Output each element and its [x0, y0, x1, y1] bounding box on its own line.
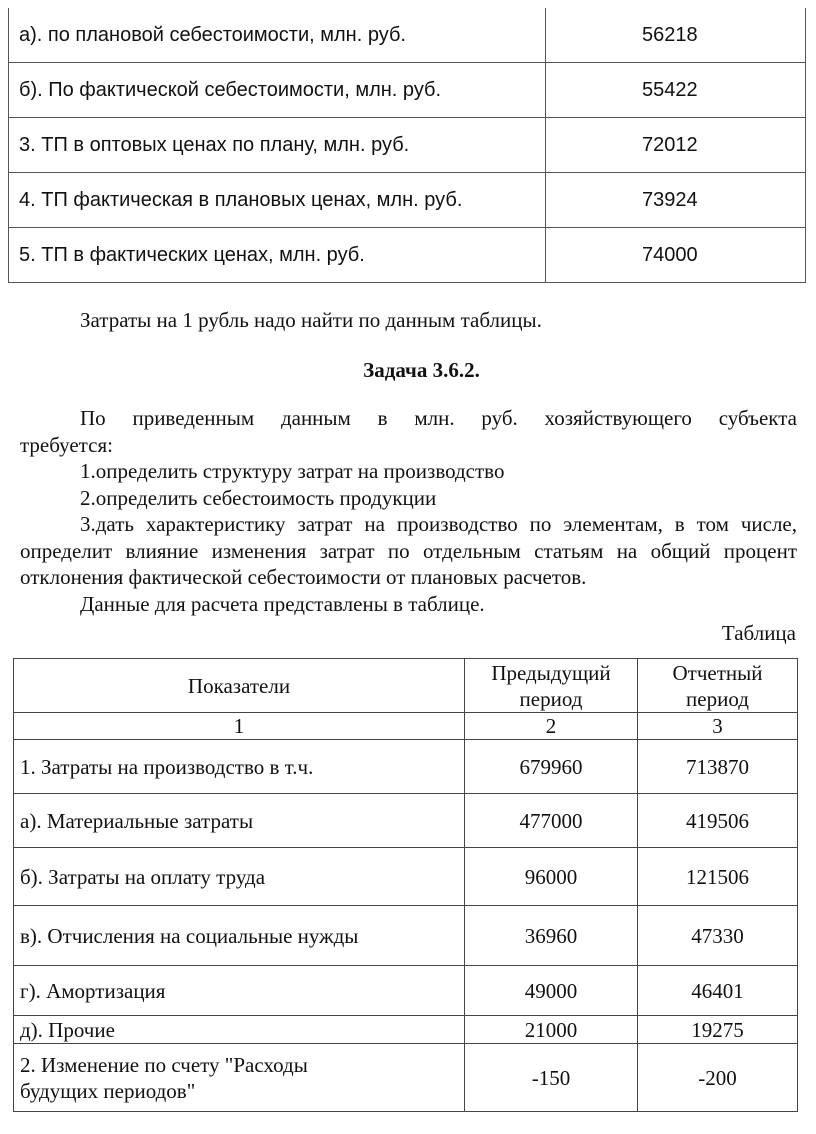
table-row — [14, 1016, 798, 1044]
row-value: 56218 — [546, 8, 806, 63]
column-number-row — [14, 713, 798, 740]
row-label-line: будущих периодов" — [20, 1078, 196, 1103]
table-row — [9, 173, 806, 228]
column-number: 2 — [465, 713, 638, 740]
header-previous-period — [465, 659, 638, 713]
task-description — [20, 405, 797, 617]
header-text: период — [519, 686, 583, 711]
row-label: 1. Затраты на производство в т.ч. — [14, 740, 465, 794]
row-label — [14, 1044, 465, 1112]
row-value: 72012 — [546, 118, 806, 173]
cost-elements-table — [13, 658, 798, 1112]
row-value: 74000 — [546, 228, 806, 283]
row-label: а). Материальные затраты — [14, 794, 465, 848]
row-prev: 21000 — [465, 1016, 638, 1044]
table-row — [9, 228, 806, 283]
row-curr: 47330 — [638, 906, 798, 966]
data-note: Данные для расчета представлены в таблице. — [80, 591, 485, 616]
row-prev: 96000 — [465, 848, 638, 906]
row-prev: 49000 — [465, 966, 638, 1016]
row-curr: -200 — [638, 1044, 798, 1112]
table-row — [9, 8, 806, 63]
header-text: Отчетный — [672, 660, 763, 685]
row-label: 4. ТП фактическая в плановых ценах, млн. руб. — [9, 173, 546, 228]
column-number: 3 — [638, 713, 798, 740]
intro-line-end: требуется: — [20, 432, 113, 457]
table-row — [14, 794, 798, 848]
row-label: б). Затраты на оплату труда — [14, 848, 465, 906]
task-title: Задача 3.6.2. — [363, 358, 480, 382]
row-prev: 477000 — [465, 794, 638, 848]
row-label: б). По фактической себестоимости, млн. руб. — [9, 63, 546, 118]
row-label: 3. ТП в оптовых ценах по плану, млн. руб. — [9, 118, 546, 173]
row-label: 5. ТП в фактических ценах, млн. руб. — [9, 228, 546, 283]
row-label: а). по плановой себестоимости, млн. руб. — [9, 8, 546, 63]
table-caption: Таблица — [721, 621, 796, 645]
table-row — [9, 63, 806, 118]
cost-per-ruble-note: Затраты на 1 рубль надо найти по данным таблицы. — [80, 308, 542, 332]
requirement-item-2: 2.определить себестоимость продукции — [80, 485, 437, 510]
row-prev: 36960 — [465, 906, 638, 966]
row-label: д). Прочие — [14, 1016, 465, 1044]
row-label: г). Амортизация — [14, 966, 465, 1016]
table-row — [14, 966, 798, 1016]
table-row — [14, 740, 798, 794]
row-prev: 679960 — [465, 740, 638, 794]
row-label-line: 2. Изменение по счету "Расходы — [20, 1052, 308, 1077]
requirement-item-3: 3.дать характеристику затрат на производство по элементам, в том числе, определит влияние изменения затрат по отдельным статьям на общий процент отклонения фактической себестоимости от плановых расчетов. — [20, 512, 797, 589]
requirement-item-1: 1.определить структуру затрат на производство — [80, 459, 505, 483]
row-curr: 121506 — [638, 848, 798, 906]
header-reporting-period — [638, 659, 798, 713]
header-text: Предыдущий — [491, 660, 611, 685]
column-number: 1 — [14, 713, 465, 740]
row-curr: 46401 — [638, 966, 798, 1016]
header-row — [14, 659, 798, 713]
header-text: период — [686, 686, 749, 711]
row-curr: 19275 — [638, 1016, 798, 1044]
row-label: в). Отчисления на социальные нужды — [14, 906, 465, 966]
row-prev: -150 — [465, 1044, 638, 1112]
row-curr: 419506 — [638, 794, 798, 848]
header-indicators: Показатели — [14, 659, 465, 713]
table-row — [14, 848, 798, 906]
row-value: 73924 — [546, 173, 806, 228]
table-row — [14, 1044, 798, 1112]
row-value: 55422 — [546, 63, 806, 118]
cost-summary-table — [8, 8, 806, 283]
table-row — [9, 118, 806, 173]
intro-line: По приведенным данным в млн. руб. хозяйствующего субъекта — [80, 406, 797, 430]
row-curr: 713870 — [638, 740, 798, 794]
table-row — [14, 906, 798, 966]
